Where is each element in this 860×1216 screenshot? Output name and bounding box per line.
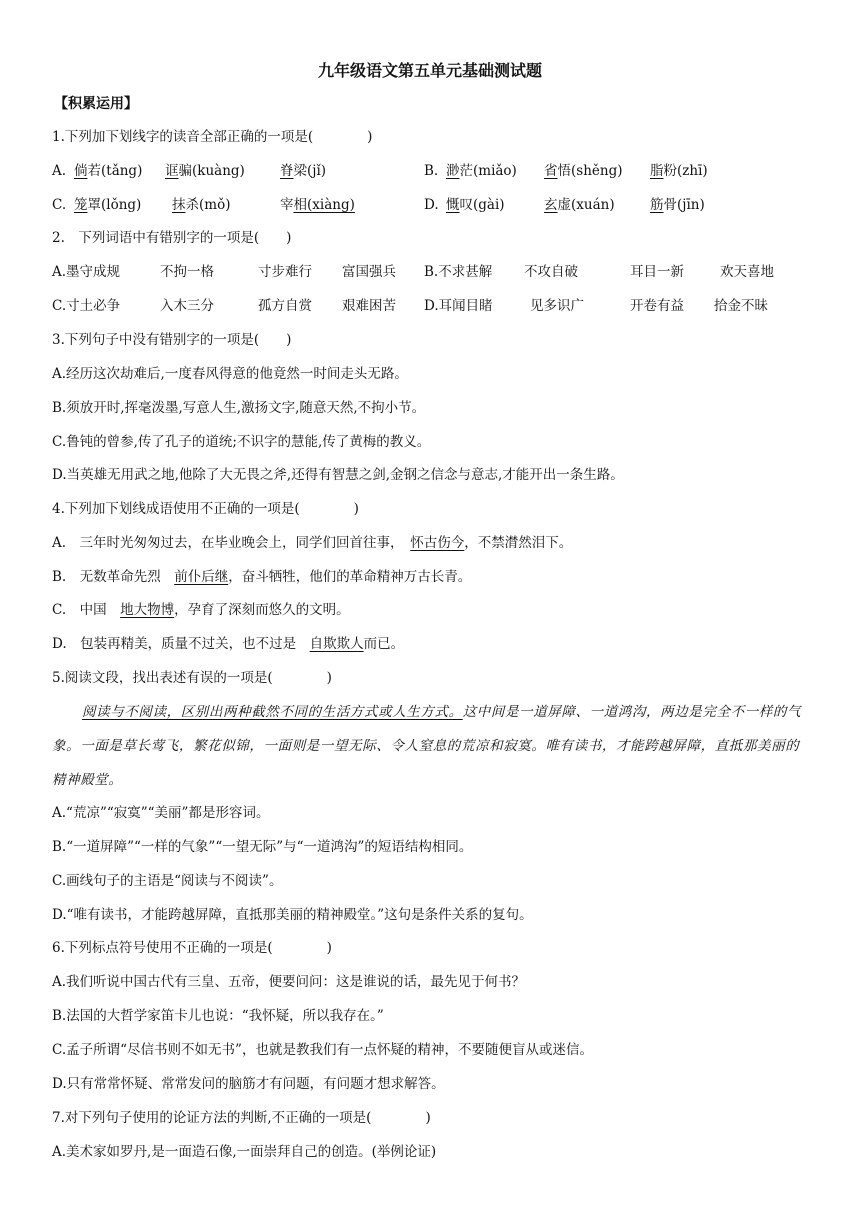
word-rest: 杀(mǒ) (185, 197, 231, 213)
underlined-idiom: 怀古伤今 (410, 535, 465, 551)
underlined-idiom: 地大物博 (120, 602, 175, 618)
q1-option-d-word1 (446, 195, 505, 215)
q3-option-d: D.当英雄无用武之地,他除了大无畏之斧,还得有智慧之剑,金钢之信念与意志,才能开出一条生路。 (52, 467, 624, 483)
q1-option-d-word3 (650, 195, 705, 215)
q2-b-word2: 不攻自破 (524, 264, 578, 280)
q5-option-a: A.“荒凉”“寂寞”“美丽”都是形容词。 (52, 805, 270, 821)
underlined-char: 倘 (74, 163, 88, 179)
q1-option-a-word2 (165, 161, 245, 181)
option-text: A. 三年时光匆匆过去，在毕业晚会上，同学们回首往事， (52, 535, 411, 551)
q2-b-word4: 欢天喜地 (720, 264, 774, 280)
word-rest: 罩(lǒng) (87, 197, 142, 213)
q5-passage (52, 695, 812, 797)
q5-option-b: B.“一道屏障”“一样的气象”“一望无际”与“一道鸿沟”的短语结构相同。 (52, 839, 473, 855)
q2-a-word2: 不拘一格 (160, 264, 214, 280)
q2-b-word1: B.不求甚解 (424, 264, 493, 280)
underlined-char: 抹 (172, 197, 186, 213)
word-rest: 骗(kuàng) (178, 163, 245, 179)
q3-option-a: A.经历这次劫难后,一度春风得意的他竟然一时间走头无路。 (52, 366, 408, 382)
underlined-char: 相(xiàng) (293, 197, 355, 213)
q2-d-word3: 开卷有益 (630, 298, 684, 314)
q2-a-word1: A.墨守成规 (52, 264, 121, 280)
word-rest: 茫(miǎo) (459, 163, 517, 179)
option-text: D. 包装再精美，质量不过关，也不过是 (52, 636, 310, 652)
option-text: B. 无数革命先烈 (52, 569, 175, 585)
underlined-char: 筋 (650, 197, 664, 213)
q7-stem: 7.对下列句子使用的论证方法的判断,不正确的一项是( ) (52, 1110, 431, 1126)
q2-d-word4: 拾金不昧 (714, 298, 768, 314)
option-text: C. 中国 (52, 602, 121, 618)
passage-text: 这中间是一道屏障、一道鸿沟，两边是完全不一样的气象。一面是草长莺飞，繁花似锦，一面则是一望无际、令人窒息的荒凉和寂寞。唯有读书，才能跨越屏障，直抵那美丽的精神殿堂。 (52, 704, 802, 788)
word-rest: 骨(jīn) (663, 197, 705, 213)
word-rest: 叹(gài) (459, 197, 505, 213)
underlined-char: 渺 (446, 163, 460, 179)
q2-c-word4: 艰难困苦 (342, 298, 396, 314)
q6-stem: 6.下列标点符号使用不正确的一项是( ) (52, 940, 332, 956)
q4-option-c (52, 600, 350, 620)
underlined-char: 省 (544, 163, 558, 179)
q3-option-c: C.鲁钝的曾参,传了孔子的道统;不识字的慧能,传了黄梅的教义。 (52, 434, 431, 450)
q6-option-d: D.只有常常怀疑、常常发问的脑筋才有问题，有问题才想求解答。 (52, 1076, 445, 1092)
q2-a-word3: 寸步难行 (258, 264, 312, 280)
underlined-char: 脊 (280, 163, 294, 179)
q1-option-a-word1 (74, 161, 142, 181)
underlined-char: 脂 (650, 163, 664, 179)
passage-underlined-sentence: 阅读与不阅读，区别出两种截然不同的生活方式或人生方式。 (82, 704, 463, 720)
q5-option-d: D.“唯有读书，才能跨越屏障，直抵那美丽的精神殿堂。”这句是条件关系的复句。 (52, 907, 533, 923)
page-title: 九年级语文第五单元基础测试题 (317, 61, 542, 80)
option-text: ，奋斗牺牲，他们的革命精神万古长青。 (228, 569, 472, 585)
q1-option-d-word2 (544, 195, 615, 215)
q3-option-b: B.须放开时,挥毫泼墨,写意人生,激扬文字,随意天然,不拘小节。 (52, 400, 426, 416)
q1-option-c-word1 (74, 195, 141, 215)
word-rest: 虚(xuán) (557, 197, 615, 213)
q1-option-c-word2 (172, 195, 230, 215)
option-text: ，孕育了深刻而悠久的文明。 (174, 602, 350, 618)
q1-option-b-word1 (446, 161, 517, 181)
q2-d-word2: 见多识广 (530, 298, 584, 314)
q3-stem: 3.下列句子中没有错别字的一项是( ) (52, 332, 292, 348)
word-rest: 悟(shěng) (557, 163, 623, 179)
underlined-idiom: 自欺欺人 (309, 636, 364, 652)
underlined-char: 诓 (165, 163, 179, 179)
q2-c-word2: 入木三分 (160, 298, 214, 314)
q2-a-word4: 富国强兵 (342, 264, 396, 280)
underlined-char: 笼 (74, 197, 88, 213)
word-rest: 粉(zhī) (663, 163, 708, 179)
q4-option-a (52, 533, 572, 553)
option-text: 而已。 (363, 636, 405, 652)
q6-option-b: B.法国的大哲学家笛卡儿也说：“我怀疑，所以我存在。” (52, 1008, 384, 1024)
q1-stem: 1.下列加下划线字的读音全部正确的一项是( ) (52, 129, 373, 145)
underlined-char: 玄 (544, 197, 558, 213)
q1-option-d-label: D. (424, 197, 439, 213)
underlined-idiom: 前仆后继 (174, 569, 229, 585)
q4-option-b (52, 567, 471, 587)
q6-option-a: A.我们听说中国古代有三皇、五帝，便要问问：这是谁说的话，最先见于何书？ (52, 974, 526, 990)
q2-d-word1: D.耳闻目睹 (424, 298, 493, 314)
q2-stem: 2. 下列词语中有错别字的一项是( ) (52, 230, 292, 246)
q1-option-a-label: A. (52, 163, 67, 179)
word-rest: 宰 (280, 197, 294, 213)
q4-option-d (52, 634, 404, 654)
q4-stem: 4.下列加下划线成语使用不正确的一项是( ) (52, 501, 359, 517)
q1-option-b-label: B. (424, 163, 439, 179)
option-text: ，不禁潸然泪下。 (464, 535, 573, 551)
q6-option-c: C.孟子所谓“尽信书则不如无书”，也就是教我们有一点怀疑的精神，不要随便盲从或迷信。 (52, 1042, 593, 1058)
q2-c-word3: 孤方自赏 (258, 298, 312, 314)
q7-option-a: A.美术家如罗丹,是一面造石像,一面崇拜自己的创造。(举例论证) (52, 1144, 437, 1160)
q1-option-b-word2 (544, 161, 622, 181)
q1-option-a-word3 (280, 161, 326, 181)
q2-b-word3: 耳目一新 (630, 264, 684, 280)
q1-option-c-label: C. (52, 197, 67, 213)
q1-option-c-word3 (280, 195, 355, 215)
q5-option-c: C.画线句子的主语是“阅读与不阅读”。 (52, 873, 283, 889)
q5-stem: 5.阅读文段，找出表述有误的一项是( ) (52, 670, 332, 686)
section-heading: 【积累运用】 (54, 96, 138, 112)
word-rest: 梁(jǐ) (293, 163, 327, 179)
underlined-char: 慨 (446, 197, 460, 213)
q1-option-b-word3 (650, 161, 708, 181)
word-rest: 若(tǎng) (87, 163, 143, 179)
q2-c-word1: C.寸土必争 (52, 298, 121, 314)
